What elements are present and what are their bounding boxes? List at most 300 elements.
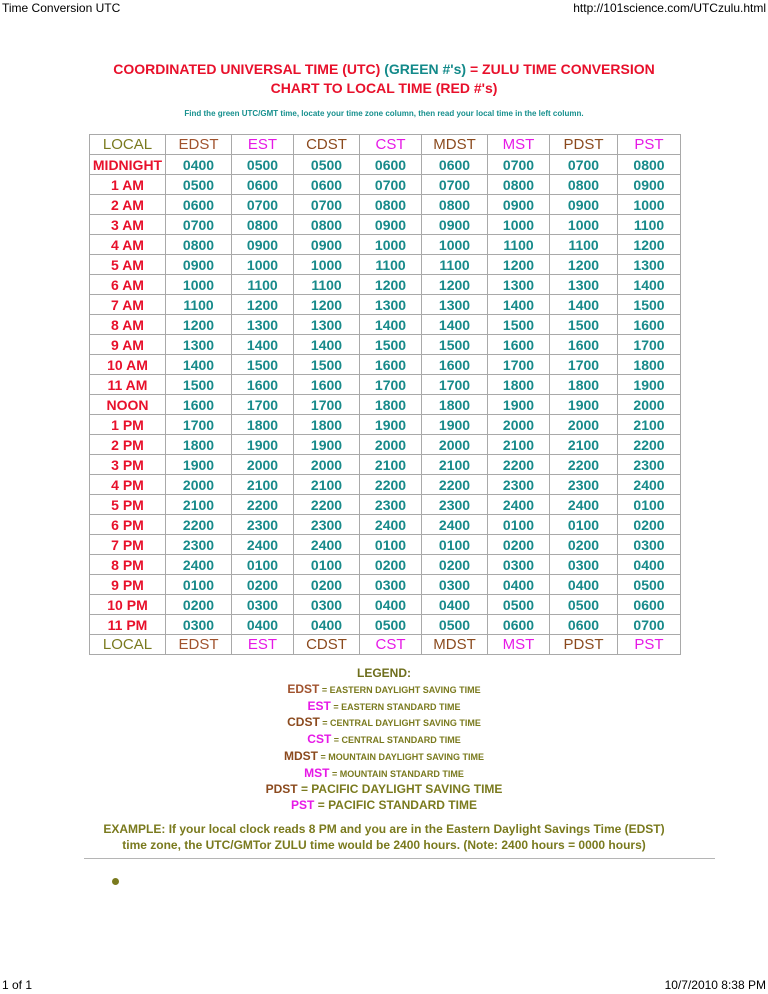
instruction-text: Find the green UTC/GMT time, locate your time zone column, then read your local time in the left column. xyxy=(184,109,584,118)
page-footer-count: 1 of 1 xyxy=(2,978,33,992)
utc-time-cell: 0600 xyxy=(488,615,550,635)
utc-time-cell: 2000 xyxy=(166,475,232,495)
table-row xyxy=(90,295,681,315)
utc-time-cell: 1900 xyxy=(618,375,681,395)
utc-time-cell: 0600 xyxy=(294,175,360,195)
utc-time-cell: 0900 xyxy=(550,195,618,215)
utc-time-cell: 0500 xyxy=(294,155,360,175)
utc-time-cell: 1500 xyxy=(550,315,618,335)
local-time-cell: NOON xyxy=(90,395,166,415)
table-header-row xyxy=(90,135,681,155)
utc-time-cell: 0900 xyxy=(232,235,294,255)
utc-time-cell: 2100 xyxy=(232,475,294,495)
table-row xyxy=(90,255,681,275)
utc-time-cell: 2400 xyxy=(422,515,488,535)
table-row xyxy=(90,515,681,535)
page-header-url: http://101science.com/UTCzulu.html xyxy=(573,1,766,15)
utc-time-cell: 0400 xyxy=(488,575,550,595)
title-line-1 xyxy=(0,60,768,79)
column-header-cdst: CDST xyxy=(294,635,360,655)
local-time-cell: 5 PM xyxy=(90,495,166,515)
utc-time-cell: 0400 xyxy=(166,155,232,175)
utc-time-cell: 1000 xyxy=(488,215,550,235)
utc-time-cell: 2300 xyxy=(488,475,550,495)
utc-time-cell: 1000 xyxy=(294,255,360,275)
utc-time-cell: 0900 xyxy=(618,175,681,195)
example-line-2: time zone, the UTC/GMTor ZULU time would be 2400 hours. (Note: 2400 hours = 0000 hours) xyxy=(122,838,646,852)
utc-time-cell: 2000 xyxy=(618,395,681,415)
table-row xyxy=(90,475,681,495)
table-row xyxy=(90,275,681,295)
utc-time-cell: 0900 xyxy=(294,235,360,255)
utc-time-cell: 1200 xyxy=(360,275,422,295)
column-header-local: LOCAL xyxy=(90,135,166,155)
local-time-cell: 2 PM xyxy=(90,435,166,455)
legend-abbr: EST xyxy=(307,698,331,713)
column-header-pst: PST xyxy=(618,135,681,155)
utc-time-cell: 0400 xyxy=(294,615,360,635)
utc-time-cell: 0100 xyxy=(232,555,294,575)
utc-time-cell: 0900 xyxy=(488,195,550,215)
utc-time-cell: 2300 xyxy=(166,535,232,555)
utc-time-cell: 1400 xyxy=(618,275,681,295)
utc-time-cell: 1600 xyxy=(166,395,232,415)
local-time-cell: 7 AM xyxy=(90,295,166,315)
utc-time-cell: 0100 xyxy=(550,515,618,535)
utc-time-cell: 0700 xyxy=(294,195,360,215)
utc-time-cell: 1100 xyxy=(166,295,232,315)
utc-time-cell: 0400 xyxy=(618,555,681,575)
local-time-cell: 4 AM xyxy=(90,235,166,255)
utc-time-cell: 1100 xyxy=(618,215,681,235)
title-green-note: (GREEN #'s) xyxy=(384,61,467,77)
legend-desc: = MOUNTAIN DAYLIGHT SAVING TIME xyxy=(317,751,485,762)
utc-time-cell: 0500 xyxy=(232,155,294,175)
utc-time-cell: 0600 xyxy=(618,595,681,615)
column-header-est: EST xyxy=(232,135,294,155)
legend-desc: = CENTRAL STANDARD TIME xyxy=(331,735,461,746)
utc-time-cell: 0200 xyxy=(166,595,232,615)
utc-time-cell: 1900 xyxy=(550,395,618,415)
utc-time-cell: 0200 xyxy=(618,515,681,535)
local-time-cell: 9 AM xyxy=(90,335,166,355)
legend-item xyxy=(0,699,768,716)
utc-time-cell: 2000 xyxy=(422,435,488,455)
utc-time-cell: 0900 xyxy=(422,215,488,235)
utc-time-cell: 1400 xyxy=(294,335,360,355)
utc-time-cell: 1200 xyxy=(166,315,232,335)
utc-time-cell: 0200 xyxy=(294,575,360,595)
utc-time-cell: 0400 xyxy=(360,595,422,615)
utc-time-cell: 1300 xyxy=(232,315,294,335)
utc-time-cell: 2200 xyxy=(422,475,488,495)
utc-time-cell: 1800 xyxy=(294,415,360,435)
page-title xyxy=(0,60,768,98)
legend xyxy=(0,664,768,814)
local-time-cell: 6 PM xyxy=(90,515,166,535)
page-footer-timestamp: 10/7/2010 8:38 PM xyxy=(664,978,766,992)
utc-time-cell: 1600 xyxy=(422,355,488,375)
table-row xyxy=(90,615,681,635)
utc-time-cell: 0800 xyxy=(618,155,681,175)
utc-time-cell: 1100 xyxy=(294,275,360,295)
utc-time-cell: 0700 xyxy=(488,155,550,175)
table-row xyxy=(90,355,681,375)
local-time-cell: MIDNIGHT xyxy=(90,155,166,175)
utc-time-cell: 2200 xyxy=(232,495,294,515)
local-time-cell: 9 PM xyxy=(90,575,166,595)
legend-item xyxy=(0,682,768,699)
legend-item xyxy=(0,782,768,798)
column-header-mst: MST xyxy=(488,135,550,155)
utc-time-cell: 2400 xyxy=(550,495,618,515)
utc-time-cell: 0200 xyxy=(232,575,294,595)
utc-time-cell: 0100 xyxy=(618,495,681,515)
utc-time-cell: 1700 xyxy=(550,355,618,375)
utc-time-cell: 1400 xyxy=(550,295,618,315)
utc-time-cell: 0500 xyxy=(550,595,618,615)
utc-time-cell: 1800 xyxy=(360,395,422,415)
utc-time-cell: 1800 xyxy=(618,355,681,375)
utc-time-cell: 1800 xyxy=(550,375,618,395)
utc-time-cell: 0200 xyxy=(550,535,618,555)
utc-time-cell: 2200 xyxy=(166,515,232,535)
utc-time-cell: 1100 xyxy=(422,255,488,275)
legend-abbr: PST xyxy=(291,797,315,812)
utc-time-cell: 1000 xyxy=(618,195,681,215)
utc-time-cell: 0800 xyxy=(166,235,232,255)
utc-time-cell: 1400 xyxy=(422,315,488,335)
utc-time-cell: 1500 xyxy=(422,335,488,355)
utc-time-cell: 0800 xyxy=(232,215,294,235)
page-header-title: Time Conversion UTC xyxy=(2,1,121,15)
utc-time-cell: 1200 xyxy=(422,275,488,295)
utc-time-cell: 2000 xyxy=(232,455,294,475)
utc-time-cell: 0100 xyxy=(166,575,232,595)
utc-time-cell: 1000 xyxy=(166,275,232,295)
utc-time-cell: 0200 xyxy=(360,555,422,575)
local-time-cell: 7 PM xyxy=(90,535,166,555)
utc-time-cell: 0300 xyxy=(232,595,294,615)
local-time-cell: 8 PM xyxy=(90,555,166,575)
utc-time-cell: 2100 xyxy=(166,495,232,515)
utc-time-cell: 2100 xyxy=(360,455,422,475)
table-row xyxy=(90,535,681,555)
utc-time-cell: 0300 xyxy=(550,555,618,575)
local-time-cell: 11 PM xyxy=(90,615,166,635)
legend-item xyxy=(0,715,768,732)
legend-desc: = EASTERN STANDARD TIME xyxy=(330,701,461,712)
column-header-cst: CST xyxy=(360,635,422,655)
utc-time-cell: 2000 xyxy=(294,455,360,475)
utc-time-cell: 1500 xyxy=(618,295,681,315)
utc-time-cell: 1900 xyxy=(422,415,488,435)
legend-items xyxy=(0,682,768,814)
utc-time-cell: 0900 xyxy=(360,215,422,235)
table-row xyxy=(90,315,681,335)
utc-time-cell: 1500 xyxy=(488,315,550,335)
utc-time-cell: 1900 xyxy=(360,415,422,435)
utc-time-cell: 2400 xyxy=(488,495,550,515)
local-time-cell: 1 AM xyxy=(90,175,166,195)
utc-time-cell: 1700 xyxy=(618,335,681,355)
utc-time-cell: 1100 xyxy=(550,235,618,255)
title-line-2: CHART TO LOCAL TIME (RED #'s) xyxy=(270,80,498,96)
local-time-cell: 11 AM xyxy=(90,375,166,395)
conversion-table xyxy=(89,134,681,655)
utc-time-cell: 2300 xyxy=(422,495,488,515)
utc-time-cell: 2200 xyxy=(618,435,681,455)
utc-time-cell: 2400 xyxy=(294,535,360,555)
utc-time-cell: 0700 xyxy=(166,215,232,235)
utc-time-cell: 2400 xyxy=(360,515,422,535)
utc-time-cell: 0700 xyxy=(422,175,488,195)
utc-time-cell: 0400 xyxy=(550,575,618,595)
utc-time-cell: 2000 xyxy=(488,415,550,435)
table-row xyxy=(90,555,681,575)
utc-time-cell: 1900 xyxy=(166,455,232,475)
utc-time-cell: 0600 xyxy=(422,155,488,175)
utc-time-cell: 0500 xyxy=(618,575,681,595)
table-row xyxy=(90,235,681,255)
table-row xyxy=(90,195,681,215)
utc-time-cell: 1100 xyxy=(232,275,294,295)
utc-time-cell: 1800 xyxy=(422,395,488,415)
utc-time-cell: 0600 xyxy=(232,175,294,195)
utc-time-cell: 0700 xyxy=(360,175,422,195)
utc-time-cell: 1900 xyxy=(488,395,550,415)
table-row xyxy=(90,375,681,395)
bullet-dot-icon xyxy=(112,878,119,885)
utc-time-cell: 1800 xyxy=(166,435,232,455)
utc-time-cell: 1200 xyxy=(294,295,360,315)
column-header-pdst: PDST xyxy=(550,135,618,155)
legend-abbr: CST xyxy=(307,732,332,747)
example-line-1: EXAMPLE: If your local clock reads 8 PM and you are in the Eastern Daylight Savings Time (EDST) xyxy=(103,822,665,836)
utc-time-cell: 1300 xyxy=(166,335,232,355)
table-row xyxy=(90,435,681,455)
utc-time-cell: 1600 xyxy=(618,315,681,335)
title-part-a: COORDINATED UNIVERSAL TIME (UTC) xyxy=(113,61,385,77)
utc-time-cell: 0600 xyxy=(166,195,232,215)
utc-time-cell: 1600 xyxy=(550,335,618,355)
utc-time-cell: 1600 xyxy=(360,355,422,375)
table-row xyxy=(90,335,681,355)
utc-time-cell: 0800 xyxy=(550,175,618,195)
utc-time-cell: 1400 xyxy=(488,295,550,315)
utc-time-cell: 0200 xyxy=(422,555,488,575)
utc-time-cell: 2400 xyxy=(232,535,294,555)
utc-time-cell: 0300 xyxy=(488,555,550,575)
table-row xyxy=(90,495,681,515)
utc-time-cell: 1600 xyxy=(488,335,550,355)
utc-time-cell: 1800 xyxy=(232,415,294,435)
local-time-cell: 2 AM xyxy=(90,195,166,215)
utc-time-cell: 0600 xyxy=(360,155,422,175)
utc-time-cell: 1500 xyxy=(360,335,422,355)
local-time-cell: 10 AM xyxy=(90,355,166,375)
utc-time-cell: 1100 xyxy=(360,255,422,275)
utc-time-cell: 0800 xyxy=(488,175,550,195)
utc-time-cell: 1000 xyxy=(550,215,618,235)
utc-time-cell: 2100 xyxy=(422,455,488,475)
legend-item xyxy=(0,798,768,814)
utc-time-cell: 0300 xyxy=(422,575,488,595)
table-row xyxy=(90,395,681,415)
utc-time-cell: 0800 xyxy=(360,195,422,215)
table-row xyxy=(90,595,681,615)
legend-abbr: MST xyxy=(304,765,330,780)
utc-time-cell: 0800 xyxy=(422,195,488,215)
utc-time-cell: 0100 xyxy=(294,555,360,575)
utc-time-cell: 2200 xyxy=(360,475,422,495)
utc-time-cell: 1200 xyxy=(488,255,550,275)
utc-time-cell: 2300 xyxy=(294,515,360,535)
local-time-cell: 3 AM xyxy=(90,215,166,235)
utc-time-cell: 1200 xyxy=(232,295,294,315)
local-time-cell: 3 PM xyxy=(90,455,166,475)
utc-time-cell: 1300 xyxy=(550,275,618,295)
column-header-cdst: CDST xyxy=(294,135,360,155)
utc-time-cell: 2300 xyxy=(550,475,618,495)
legend-item xyxy=(0,749,768,766)
utc-time-cell: 1900 xyxy=(294,435,360,455)
utc-time-cell: 1300 xyxy=(618,255,681,275)
utc-time-cell: 0500 xyxy=(422,615,488,635)
utc-time-cell: 2300 xyxy=(618,455,681,475)
table-row xyxy=(90,415,681,435)
utc-time-cell: 1200 xyxy=(618,235,681,255)
column-header-pst: PST xyxy=(618,635,681,655)
utc-time-cell: 1300 xyxy=(422,295,488,315)
utc-time-cell: 1900 xyxy=(232,435,294,455)
column-header-mdst: MDST xyxy=(422,635,488,655)
utc-time-cell: 2100 xyxy=(488,435,550,455)
utc-time-cell: 1400 xyxy=(360,315,422,335)
utc-time-cell: 1700 xyxy=(488,355,550,375)
utc-time-cell: 0300 xyxy=(166,615,232,635)
legend-item xyxy=(0,766,768,783)
table-row xyxy=(90,215,681,235)
utc-time-cell: 1700 xyxy=(232,395,294,415)
utc-time-cell: 0400 xyxy=(232,615,294,635)
utc-time-cell: 1300 xyxy=(360,295,422,315)
utc-time-cell: 0900 xyxy=(166,255,232,275)
table-row xyxy=(90,155,681,175)
utc-time-cell: 2300 xyxy=(232,515,294,535)
utc-time-cell: 0100 xyxy=(422,535,488,555)
utc-time-cell: 0700 xyxy=(550,155,618,175)
horizontal-divider xyxy=(84,858,715,859)
column-header-est: EST xyxy=(232,635,294,655)
legend-desc: = PACIFIC STANDARD TIME xyxy=(314,797,477,812)
utc-time-cell: 2200 xyxy=(294,495,360,515)
column-header-edst: EDST xyxy=(166,635,232,655)
column-header-local: LOCAL xyxy=(90,635,166,655)
utc-time-cell: 2400 xyxy=(618,475,681,495)
utc-time-cell: 0100 xyxy=(488,515,550,535)
utc-time-cell: 1300 xyxy=(488,275,550,295)
column-header-mdst: MDST xyxy=(422,135,488,155)
legend-item xyxy=(0,732,768,749)
utc-time-cell: 0200 xyxy=(488,535,550,555)
legend-desc: = EASTERN DAYLIGHT SAVING TIME xyxy=(319,685,481,695)
utc-time-cell: 2100 xyxy=(618,415,681,435)
utc-time-cell: 1200 xyxy=(550,255,618,275)
utc-time-cell: 2400 xyxy=(166,555,232,575)
utc-time-cell: 0600 xyxy=(550,615,618,635)
utc-time-cell: 2000 xyxy=(550,415,618,435)
column-header-cst: CST xyxy=(360,135,422,155)
local-time-cell: 5 AM xyxy=(90,255,166,275)
table-row xyxy=(90,575,681,595)
utc-time-cell: 1000 xyxy=(422,235,488,255)
legend-title: LEGEND: xyxy=(357,666,411,680)
utc-time-cell: 1800 xyxy=(488,375,550,395)
utc-time-cell: 0500 xyxy=(360,615,422,635)
local-time-cell: 4 PM xyxy=(90,475,166,495)
utc-time-cell: 0300 xyxy=(294,595,360,615)
local-time-cell: 10 PM xyxy=(90,595,166,615)
local-time-cell: 8 AM xyxy=(90,315,166,335)
utc-time-cell: 0800 xyxy=(294,215,360,235)
utc-time-cell: 0500 xyxy=(488,595,550,615)
legend-desc: = CENTRAL DAYLIGHT SAVING TIME xyxy=(319,718,481,729)
utc-time-cell: 0400 xyxy=(422,595,488,615)
utc-time-cell: 1400 xyxy=(166,355,232,375)
utc-time-cell: 2100 xyxy=(294,475,360,495)
utc-time-cell: 0300 xyxy=(618,535,681,555)
legend-abbr: EDST xyxy=(287,682,320,696)
legend-abbr: CDST xyxy=(287,715,320,730)
utc-time-cell: 1600 xyxy=(294,375,360,395)
legend-desc: = PACIFIC DAYLIGHT SAVING TIME xyxy=(297,782,503,797)
utc-time-cell: 0300 xyxy=(360,575,422,595)
legend-desc: = MOUNTAIN STANDARD TIME xyxy=(329,768,464,779)
utc-time-cell: 1700 xyxy=(360,375,422,395)
local-time-cell: 1 PM xyxy=(90,415,166,435)
utc-time-cell: 1600 xyxy=(232,375,294,395)
example-text xyxy=(0,821,768,853)
column-header-mst: MST xyxy=(488,635,550,655)
utc-time-cell: 1500 xyxy=(166,375,232,395)
column-header-pdst: PDST xyxy=(550,635,618,655)
utc-time-cell: 2100 xyxy=(550,435,618,455)
title-part-b: = ZULU TIME CONVERSION xyxy=(466,61,655,77)
utc-time-cell: 1000 xyxy=(232,255,294,275)
utc-time-cell: 0700 xyxy=(618,615,681,635)
table-row xyxy=(90,175,681,195)
local-time-cell: 6 AM xyxy=(90,275,166,295)
utc-time-cell: 1000 xyxy=(360,235,422,255)
utc-time-cell: 0100 xyxy=(360,535,422,555)
utc-time-cell: 2200 xyxy=(488,455,550,475)
utc-time-cell: 1500 xyxy=(294,355,360,375)
legend-abbr: PDST xyxy=(265,782,298,797)
table-row xyxy=(90,455,681,475)
utc-time-cell: 1700 xyxy=(294,395,360,415)
utc-time-cell: 0500 xyxy=(166,175,232,195)
utc-time-cell: 0700 xyxy=(232,195,294,215)
utc-time-cell: 1400 xyxy=(232,335,294,355)
utc-time-cell: 1700 xyxy=(166,415,232,435)
utc-time-cell: 2300 xyxy=(360,495,422,515)
utc-time-cell: 1700 xyxy=(422,375,488,395)
table-footer-row xyxy=(90,635,681,655)
utc-time-cell: 2000 xyxy=(360,435,422,455)
utc-time-cell: 1300 xyxy=(294,315,360,335)
legend-abbr: MDST xyxy=(283,748,318,763)
